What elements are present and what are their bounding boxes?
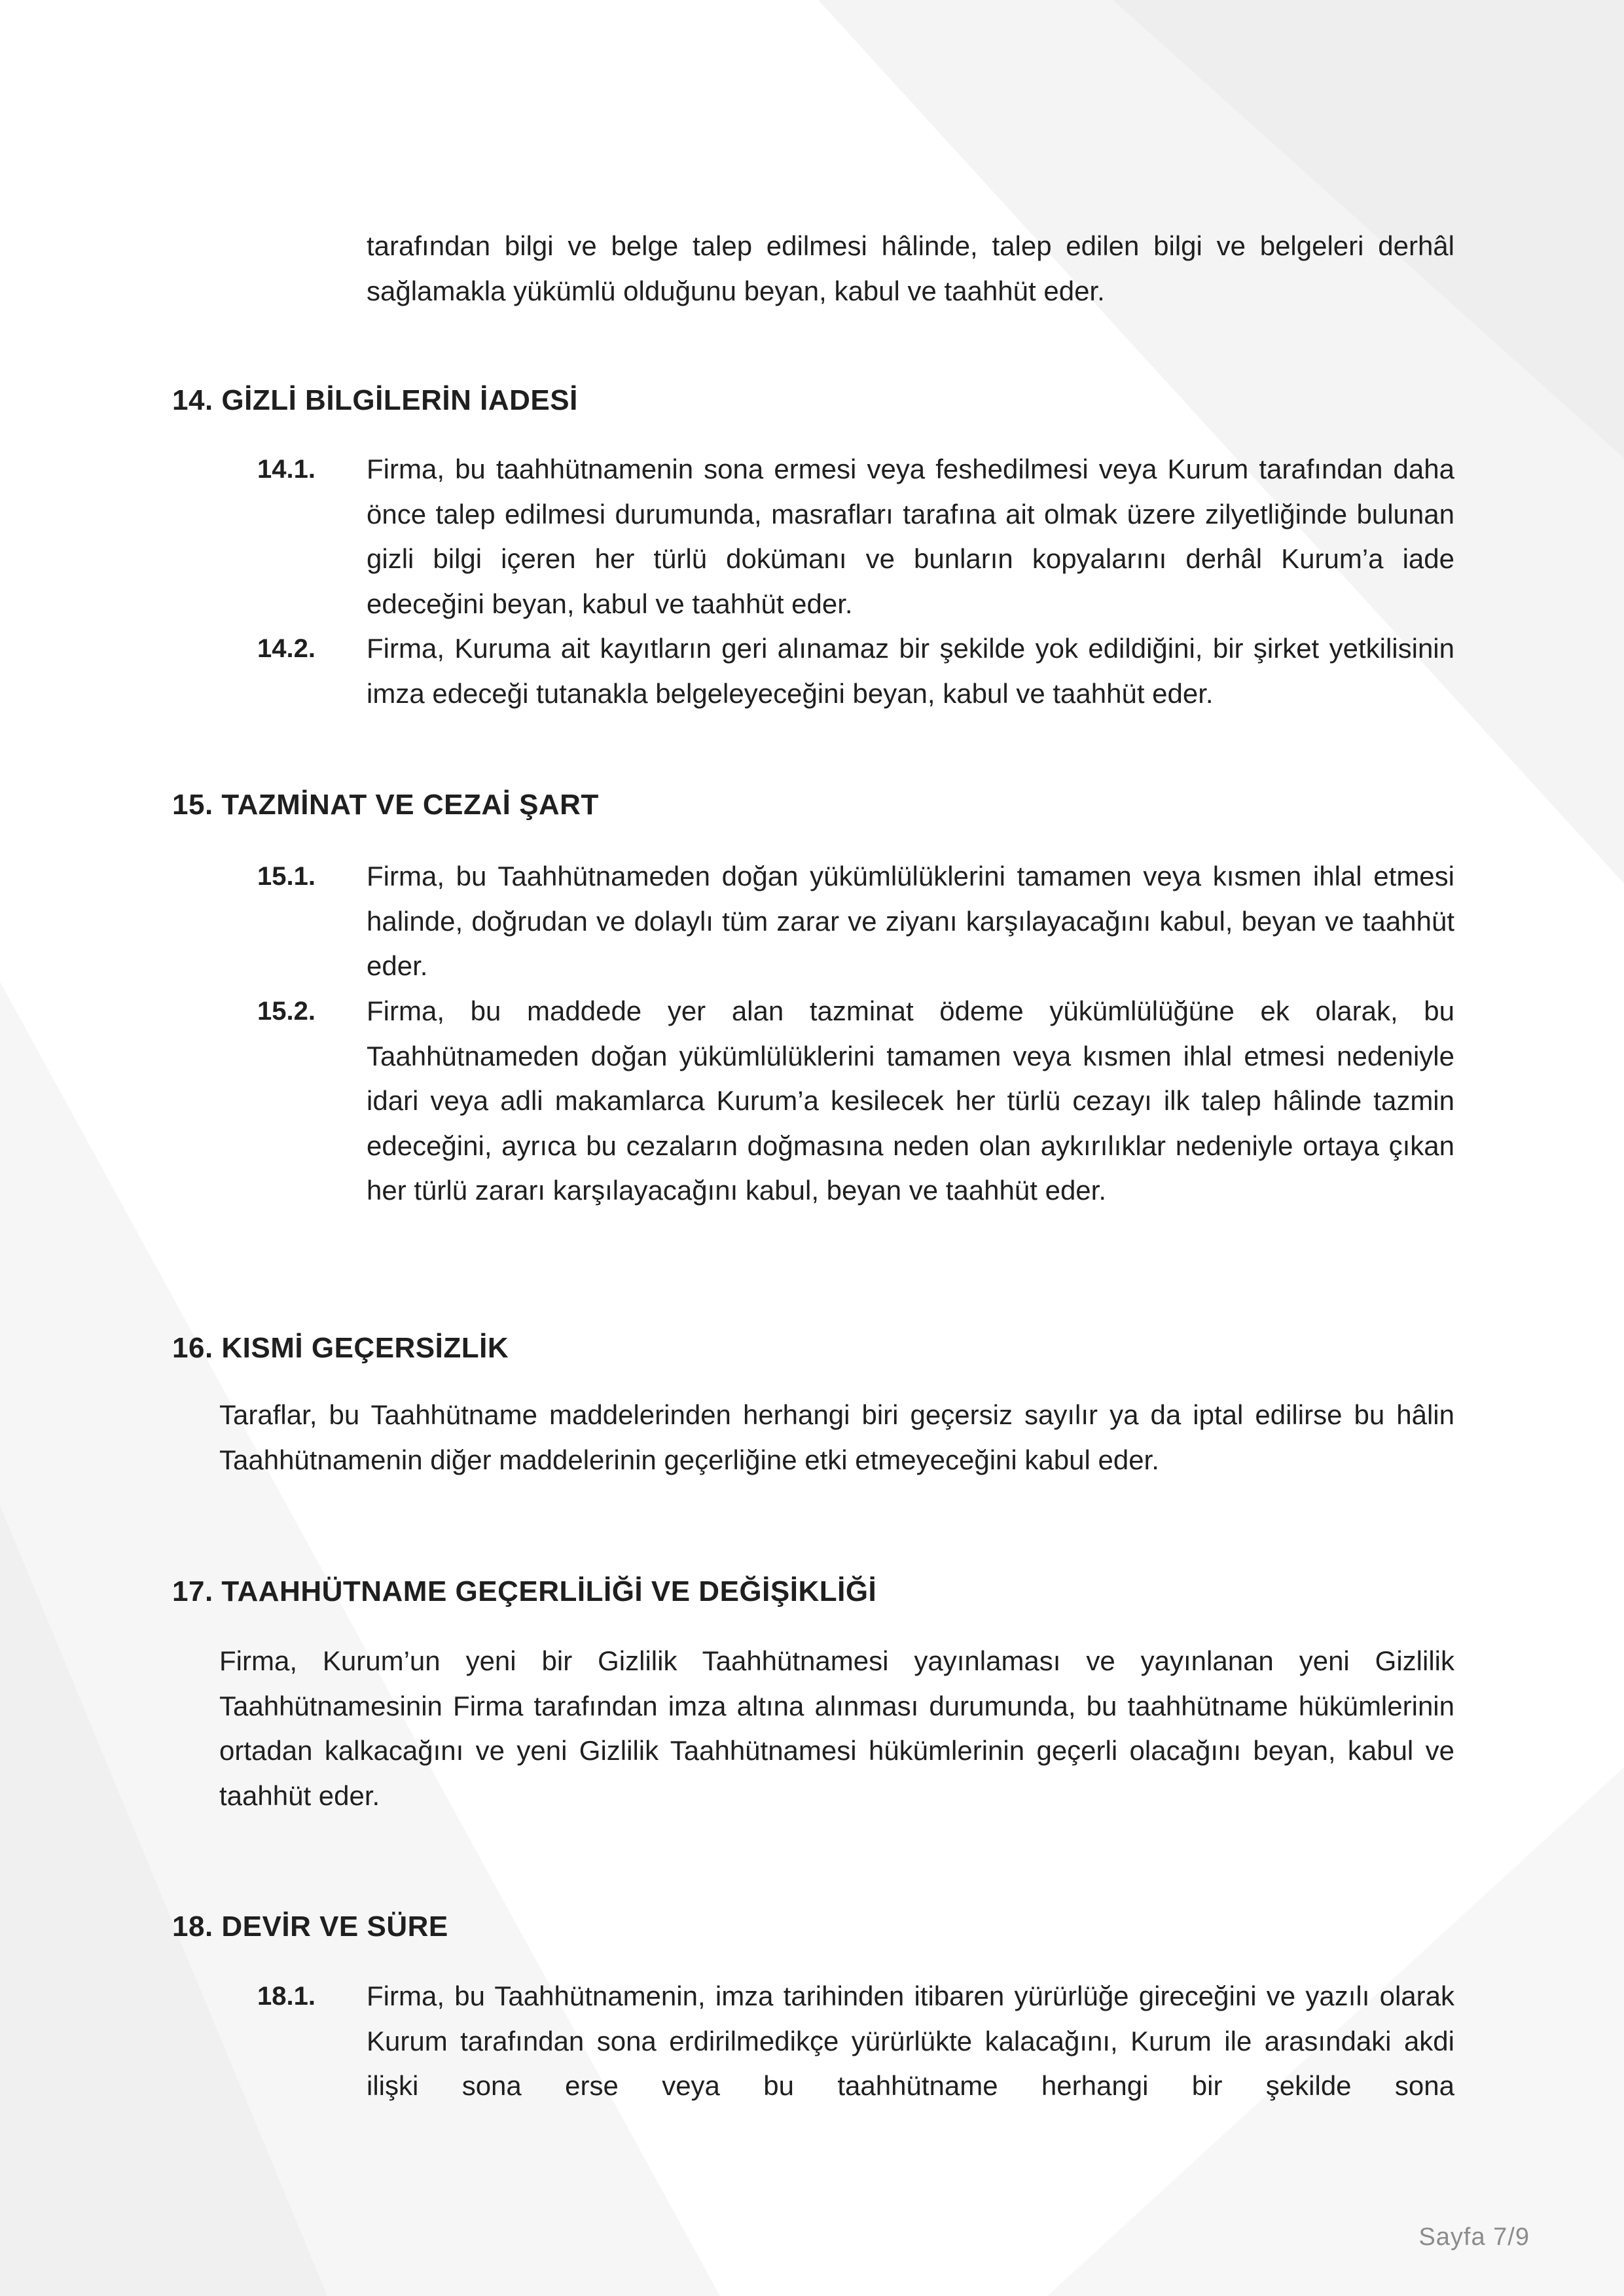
section-15-heading: 15. TAZMİNAT VE CEZAİ ŞART [172, 789, 599, 821]
page-number: Sayfa 7/9 [1418, 2223, 1530, 2251]
item-18-1-number: 18.1. [257, 1982, 316, 2011]
intro-paragraph: tarafından bilgi ve belge talep edilmesi hâlinde, talep edilen bilgi ve belgeleri derhâl sağlamakla yükümlü olduğunu beyan, kabul ve taahhüt eder. [367, 230, 1454, 306]
item-15-2-number: 15.2. [257, 997, 316, 1026]
section-17-text: Firma, Kurum’un yeni bir Gizlilik Taahhütnamesi yayınlaması ve yayınlanan yeni Gizlilik Taahhütnamesinin Firma tarafından imza altına alınması durumunda, bu taahhütname hükümlerinin ortadan kalkacağını ve yeni Gizlilik Taahhütnamesi hükümlerinin geçerli olacağını beyan, kabul ve taahhüt eder. [219, 1645, 1454, 1811]
section-18-heading: 18. DEVİR VE SÜRE [172, 1910, 448, 1943]
item-15-2-text: Firma, bu maddede yer alan tazminat ödeme yükümlülüğüne ek olarak, bu Taahhütnameden doğan yükümlülüklerini tamamen veya kısmen ihlal etmesi nedeniyle idari veya adli makamlarca Kurum’a kesilecek her türlü cezayı ilk talep hâlinde tazmin edeceğini, ayrıca bu cezaların doğmasına neden olan aykırılıklar nedeniyle ortaya çıkan her türlü zararı karşılayacağını kabul, beyan ve taahhüt eder. [367, 996, 1454, 1206]
section-17-heading: 17. TAAHHÜTNAME GEÇERLİLİĞİ VE DEĞİŞİKLİĞİ [172, 1575, 877, 1607]
item-14-2-text: Firma, Kuruma ait kayıtların geri alınamaz bir şekilde yok edildiğini, bir şirket yetkilisinin imza edeceği tutanakla belgeleyeceğini beyan, kabul ve taahhüt eder. [367, 633, 1454, 709]
item-15-1-number: 15.1. [257, 862, 316, 891]
item-15-1-text: Firma, bu Taahhütnameden doğan yükümlülüklerini tamamen veya kısmen ihlal etmesi halinde, doğrudan ve dolaylı tüm zarar ve ziyanı karşılayacağını kabul, beyan ve taahhüt eder. [367, 861, 1454, 981]
item-14-1-text: Firma, bu taahhütnamenin sona ermesi veya feshedilmesi veya Kurum tarafından daha önce talep edilmesi durumunda, masrafları tarafına ait olmak üzere zilyetliğinde bulunan gizli bilgi içeren her türlü dokümanı ve bunların kopyalarını derhâl Kurum’a iade edeceğini beyan, kabul ve taahhüt eder. [367, 454, 1454, 619]
item-14-1-number: 14.1. [257, 455, 316, 484]
section-14-heading: 14. GİZLİ BİLGİLERİN İADESİ [172, 384, 578, 416]
item-14-2-number: 14.2. [257, 634, 316, 663]
item-18-1-text: Firma, bu Taahhütnamenin, imza tarihinden itibaren yürürlüğe gireceğini ve yazılı olarak Kurum tarafından sona erdirilmedikçe yürürlükte kalacağını, Kurum ile arasındaki akdi ilişki sona erse veya bu taahhütname herhangi bir şekilde sona [367, 1981, 1454, 2101]
section-16-heading: 16. KISMİ GEÇERSİZLİK [172, 1332, 509, 1364]
section-16-text: Taraflar, bu Taahhütname maddelerinden herhangi biri geçersiz sayılır ya da iptal edilirse bu hâlin Taahhütnamenin diğer maddelerinin geçerliğine etki etmeyeceğini kabul eder. [219, 1399, 1454, 1475]
